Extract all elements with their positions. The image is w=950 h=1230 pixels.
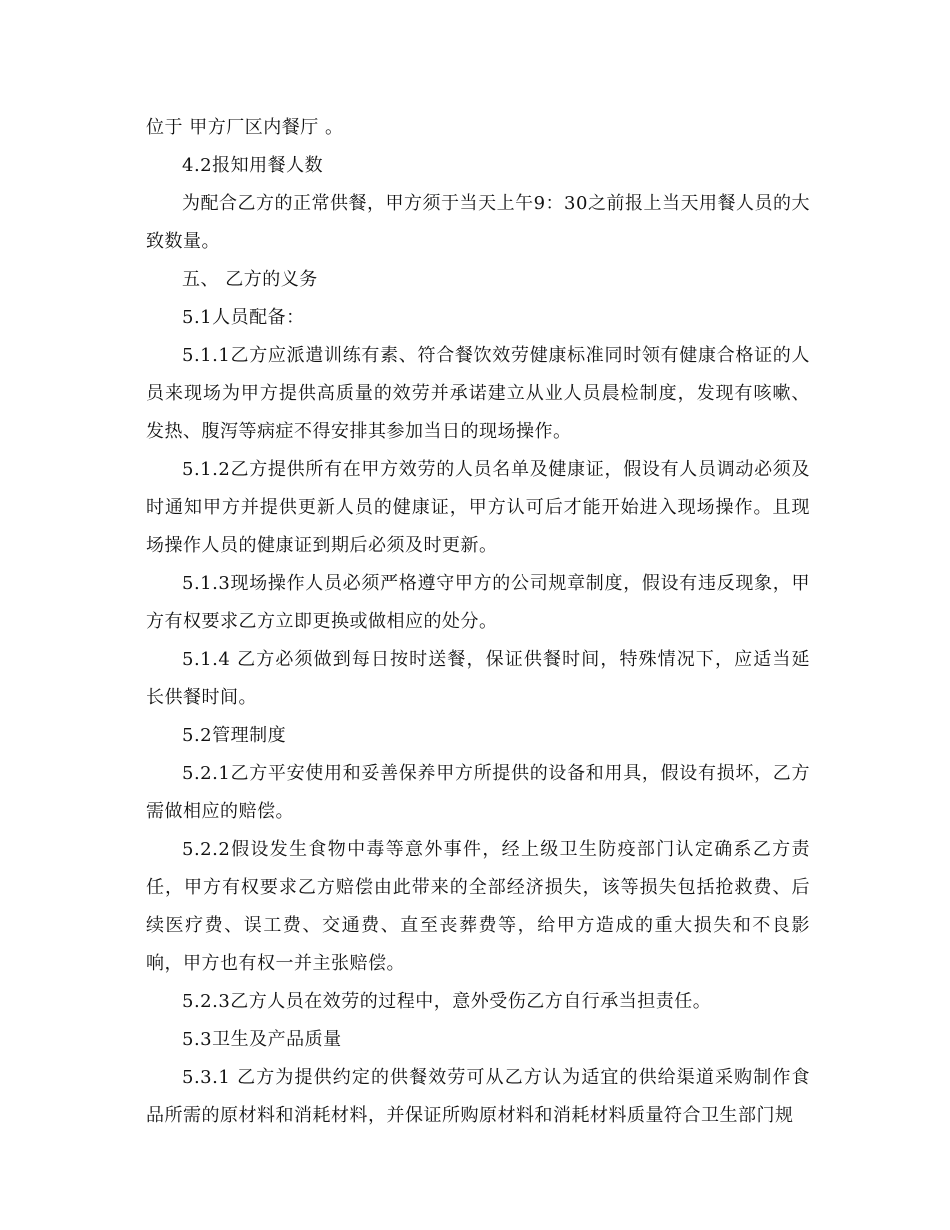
- paragraph: 为配合乙方的正常供餐，甲方须于当天上午9：30之前报上当天用餐人员的大致数量。: [146, 193, 810, 252]
- paragraph: 5.2.2假设发生食物中毒等意外事件，经上级卫生防疫部门认定确系乙方责任，甲方有权要求乙方赔偿由此带来的全部经济损失，该等损失包括抢救费、后续医疗费、误工费、交通费、直至丧葬费等，给甲方造成的重大损失和不良影响，甲方也有权一并主张赔偿。: [146, 839, 810, 974]
- paragraph: 位于 甲方厂区内餐厅 。: [146, 117, 344, 138]
- paragraph: 5.1.3现场操作人员必须严格遵守甲方的公司规章制度，假设有违反现象，甲方有权要求乙方立即更换或做相应的处分。: [146, 573, 810, 632]
- paragraph: 5.1.4 乙方必须做到每日按时送餐，保证供餐时间，特殊情况下，应适当延长供餐时间。: [146, 649, 810, 708]
- paragraph: 5.1.1乙方应派遣训练有素、符合餐饮效劳健康标准同时领有健康合格证的人员来现场为甲方提供高质量的效劳并承诺建立从业人员晨检制度，发现有咳嗽、发热、腹泻等病症不得安排其参加当日的现场操作。: [146, 345, 810, 442]
- section-heading: 5.3卫生及产品质量: [182, 1029, 342, 1050]
- paragraph: 5.1.2乙方提供所有在甲方效劳的人员名单及健康证，假设有人员调动必须及时通知甲方并提供更新人员的健康证，甲方认可后才能开始进入现场操作。且现场操作人员的健康证到期后必须及时更新。: [146, 459, 810, 556]
- section-heading: 5.2管理制度: [182, 725, 287, 746]
- paragraph: 5.2.1乙方平安使用和妥善保养甲方所提供的设备和用具，假设有损坏，乙方需做相应的赔偿。: [146, 763, 810, 822]
- section-heading: 4.2报知用餐人数: [182, 155, 324, 176]
- document-body: [146, 109, 810, 1135]
- paragraph: 5.2.3乙方人员在效劳的过程中，意外受伤乙方自行承当担责任。: [182, 991, 712, 1012]
- section-heading: 五、 乙方的义务: [182, 269, 318, 290]
- section-heading: 5.1人员配备：: [182, 307, 305, 328]
- paragraph: 5.3.1 乙方为提供约定的供餐效劳可从乙方认为适宜的供给渠道采购制作食品所需的原材料和消耗材料，并保证所购原材料和消耗材料质量符合卫生部门规: [146, 1067, 810, 1126]
